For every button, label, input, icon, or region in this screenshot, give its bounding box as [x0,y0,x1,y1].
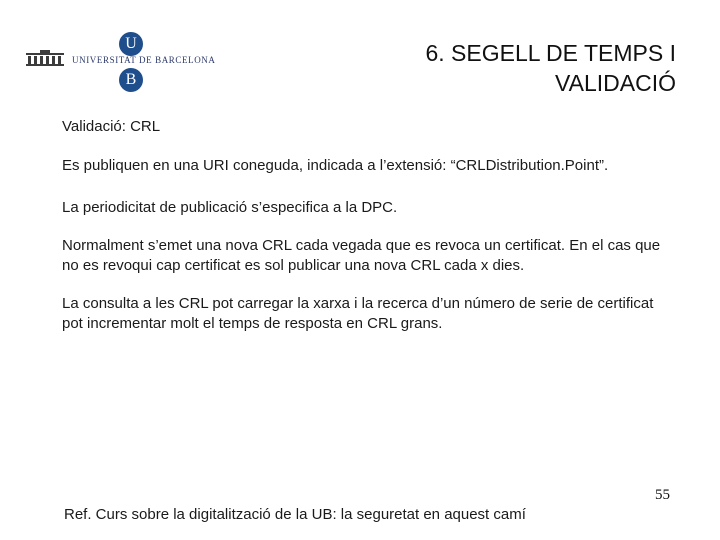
university-logo [26,30,216,94]
university-name: UNIVERSITAT DE BARCELONA [72,55,216,65]
page-number: 55 [655,487,670,503]
logo-medal-u: U [119,32,143,56]
paragraph-periodicity: La periodicitat de publicació s’especifica a la DPC. [62,199,398,216]
slide-title-line-1: 6. SEGELL DE TEMPS I [425,40,676,66]
logo-medal-b: B [119,68,143,92]
slide-title-line-2: VALIDACIÓ [555,70,676,96]
paragraph-emission: Normalment s’emet una nova CRL cada vegada que es revoca un certificat. En el cas que no es revoqui cap certificat es sol publicar una nova CRL cada x dies. [62,237,661,274]
paragraph-uri: Es publiquen en una URI coneguda, indicada a l’extensió: “CRLDistribution.Point”. [62,157,609,174]
footer-reference: Ref. Curs sobre la digitalització de la UB: la seguretat en aquest camí [64,506,526,523]
slide-title [356,38,676,98]
paragraph-query: La consulta a les CRL pot carregar la xarxa i la recerca d’un número de serie de certificat pot incrementar molt el temps de resposta en CRL grans. [62,295,654,332]
subheading: Validació: CRL [62,118,161,135]
university-crest-icon [26,50,64,66]
